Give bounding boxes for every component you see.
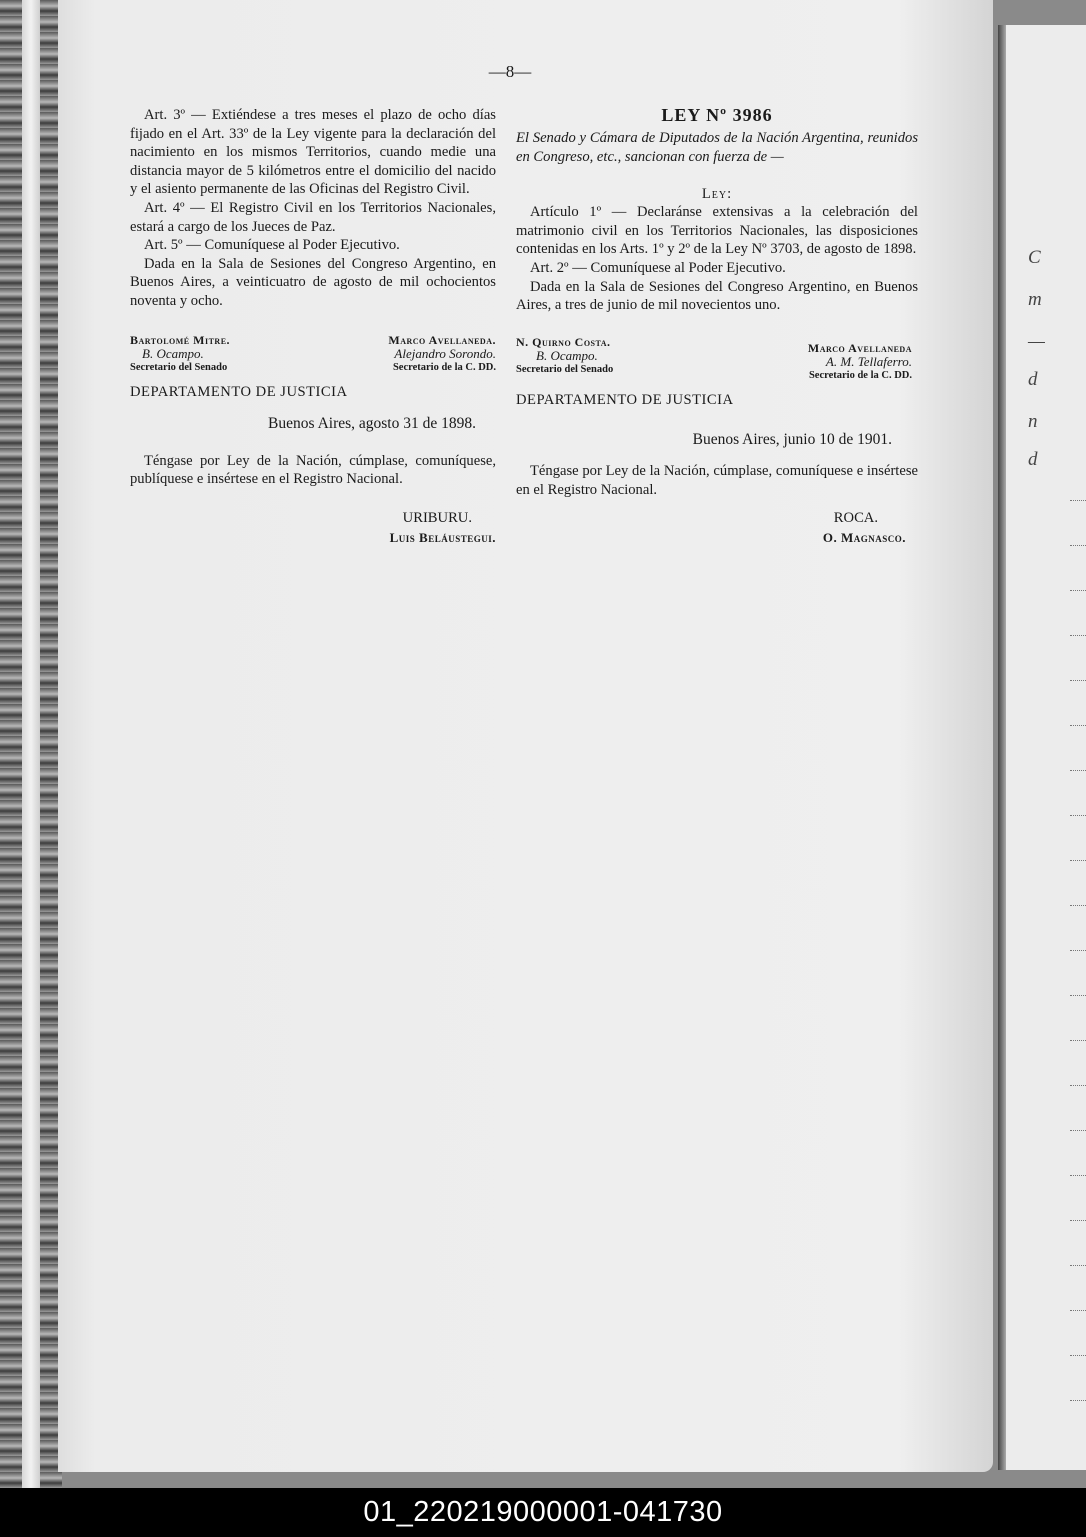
decree-date: Buenos Aires, agosto 31 de 1898. (268, 415, 476, 433)
page-edges (22, 0, 40, 1490)
dotted-line (1070, 1400, 1086, 1401)
secretary-role: Secretario de la C. DD. (808, 369, 912, 381)
signature-block (516, 335, 918, 381)
right-column (516, 106, 918, 547)
facing-page-fragment: d (1028, 449, 1038, 470)
secretary-role: Secretario del Senado (130, 361, 228, 373)
signer-name: Bartolomé Mitre. (130, 332, 231, 347)
facing-page (998, 25, 1086, 1470)
facing-page-fragment: n (1028, 411, 1038, 432)
secretary-name: B. Ocampo. (142, 345, 204, 361)
dotted-line (1070, 545, 1086, 546)
decree-date: Buenos Aires, junio 10 de 1901. (692, 431, 892, 449)
dotted-line (1070, 815, 1086, 816)
dotted-line (1070, 1220, 1086, 1221)
dotted-line (1070, 860, 1086, 861)
ley-heading: Ley: (701, 185, 733, 202)
article-paragraph: Dada en la Sala de Sesiones del Congreso Argentino, en Buenos Aires, a veinticuatro de agosto de mil ochocientos noventa y ocho. (130, 255, 496, 309)
secretary-role: Secretario de la C. DD. (392, 361, 496, 373)
signer-name: Marco Avellaneda (807, 340, 912, 355)
signer-minister: Luis Beláustegui. (389, 529, 496, 545)
dotted-line (1070, 1265, 1086, 1266)
signature-left (516, 335, 613, 377)
facing-page-fragment: C (1028, 247, 1041, 268)
law-title: LEY Nº 3986 (661, 105, 773, 125)
dotted-line (1070, 590, 1086, 591)
signature-left (130, 333, 230, 375)
dotted-line (1070, 1355, 1086, 1356)
dotted-line (1070, 1130, 1086, 1131)
article-paragraph: Art. 3º — Extiéndese a tres meses el plazo de ocho días fijado en el Art. 33º de la Ley vigente para la declaración del nacimiento en los mismos Territorios, cuando medie una distancia mayor de 5 kilómetros entre el domicilio del nacido y el asiento permanente de las Oficinas del Registro Civil. (130, 107, 496, 198)
dotted-line (1070, 500, 1086, 501)
dotted-line (1070, 995, 1086, 996)
facing-page-fragment: d (1028, 369, 1038, 390)
dotted-line (1070, 770, 1086, 771)
dotted-line (1070, 950, 1086, 951)
secretary-name: B. Ocampo. (536, 347, 598, 363)
dotted-line (1070, 635, 1086, 636)
article-paragraph: Artículo 1º — Declaránse extensivas a la celebración del matrimonio civil en los Territorios Nacionales, las disposiciones contenidas en los Arts. 1º y 2º de la Ley Nº 3703, de agosto de 1898. (516, 204, 918, 258)
facing-page-fragment: — (1028, 331, 1045, 352)
signer-president: ROCA. (833, 510, 878, 527)
signer-name: Marco Avellaneda. (388, 332, 496, 347)
secretary-role: Secretario del Senado (516, 363, 614, 375)
dotted-line (1070, 905, 1086, 906)
department-heading: DEPARTAMENTO DE JUSTICIA (130, 383, 348, 400)
dotted-line (1070, 1040, 1086, 1041)
article-paragraph: Art. 4º — El Registro Civil en los Territorios Nacionales, estará a cargo de los Jueces de Paz. (130, 199, 496, 235)
left-column (130, 106, 496, 547)
article-paragraph: Art. 5º — Comuníquese al Poder Ejecutivo. (144, 237, 400, 254)
article-paragraph: Dada en la Sala de Sesiones del Congreso Argentino, en Buenos Aires, a tres de junio de mil novecientos uno. (516, 278, 918, 314)
signature-block (130, 333, 496, 379)
signer-president: URIBURU. (402, 509, 472, 526)
dotted-line (1070, 1310, 1086, 1311)
scan-id-footer: 01_220219000001-041730 (0, 1488, 1086, 1537)
dotted-line (1070, 680, 1086, 681)
secretary-name: A. M. Tellaferro. (825, 353, 912, 369)
signature-right (388, 333, 496, 375)
decree-text: Téngase por Ley de la Nación, cúmplase, comuníquese, publíquese e insértese en el Registro Nacional. (130, 452, 496, 488)
page-number: —8— (488, 62, 532, 81)
law-intro: El Senado y Cámara de Diputados de la Nación Argentina, reunidos en Congreso, etc., sancionan con fuerza de — (516, 129, 918, 165)
decree-text: Téngase por Ley de la Nación, cúmplase, comuníquese e insértese en el Registro Nacional. (516, 462, 918, 498)
secretary-name: Alejandro Sorondo. (394, 345, 496, 361)
signer-name: N. Quirno Costa. (516, 334, 611, 349)
facing-page-fragment: m (1028, 289, 1042, 310)
dotted-line (1070, 725, 1086, 726)
dotted-line (1070, 1085, 1086, 1086)
facing-page-gutter (998, 25, 1006, 1470)
article-paragraph: Art. 2º — Comuníquese al Poder Ejecutivo. (530, 259, 786, 276)
department-heading: DEPARTAMENTO DE JUSTICIA (516, 391, 734, 408)
signer-minister: O. Magnasco. (822, 530, 906, 546)
dotted-line (1070, 1175, 1086, 1176)
signature-right (808, 341, 912, 383)
